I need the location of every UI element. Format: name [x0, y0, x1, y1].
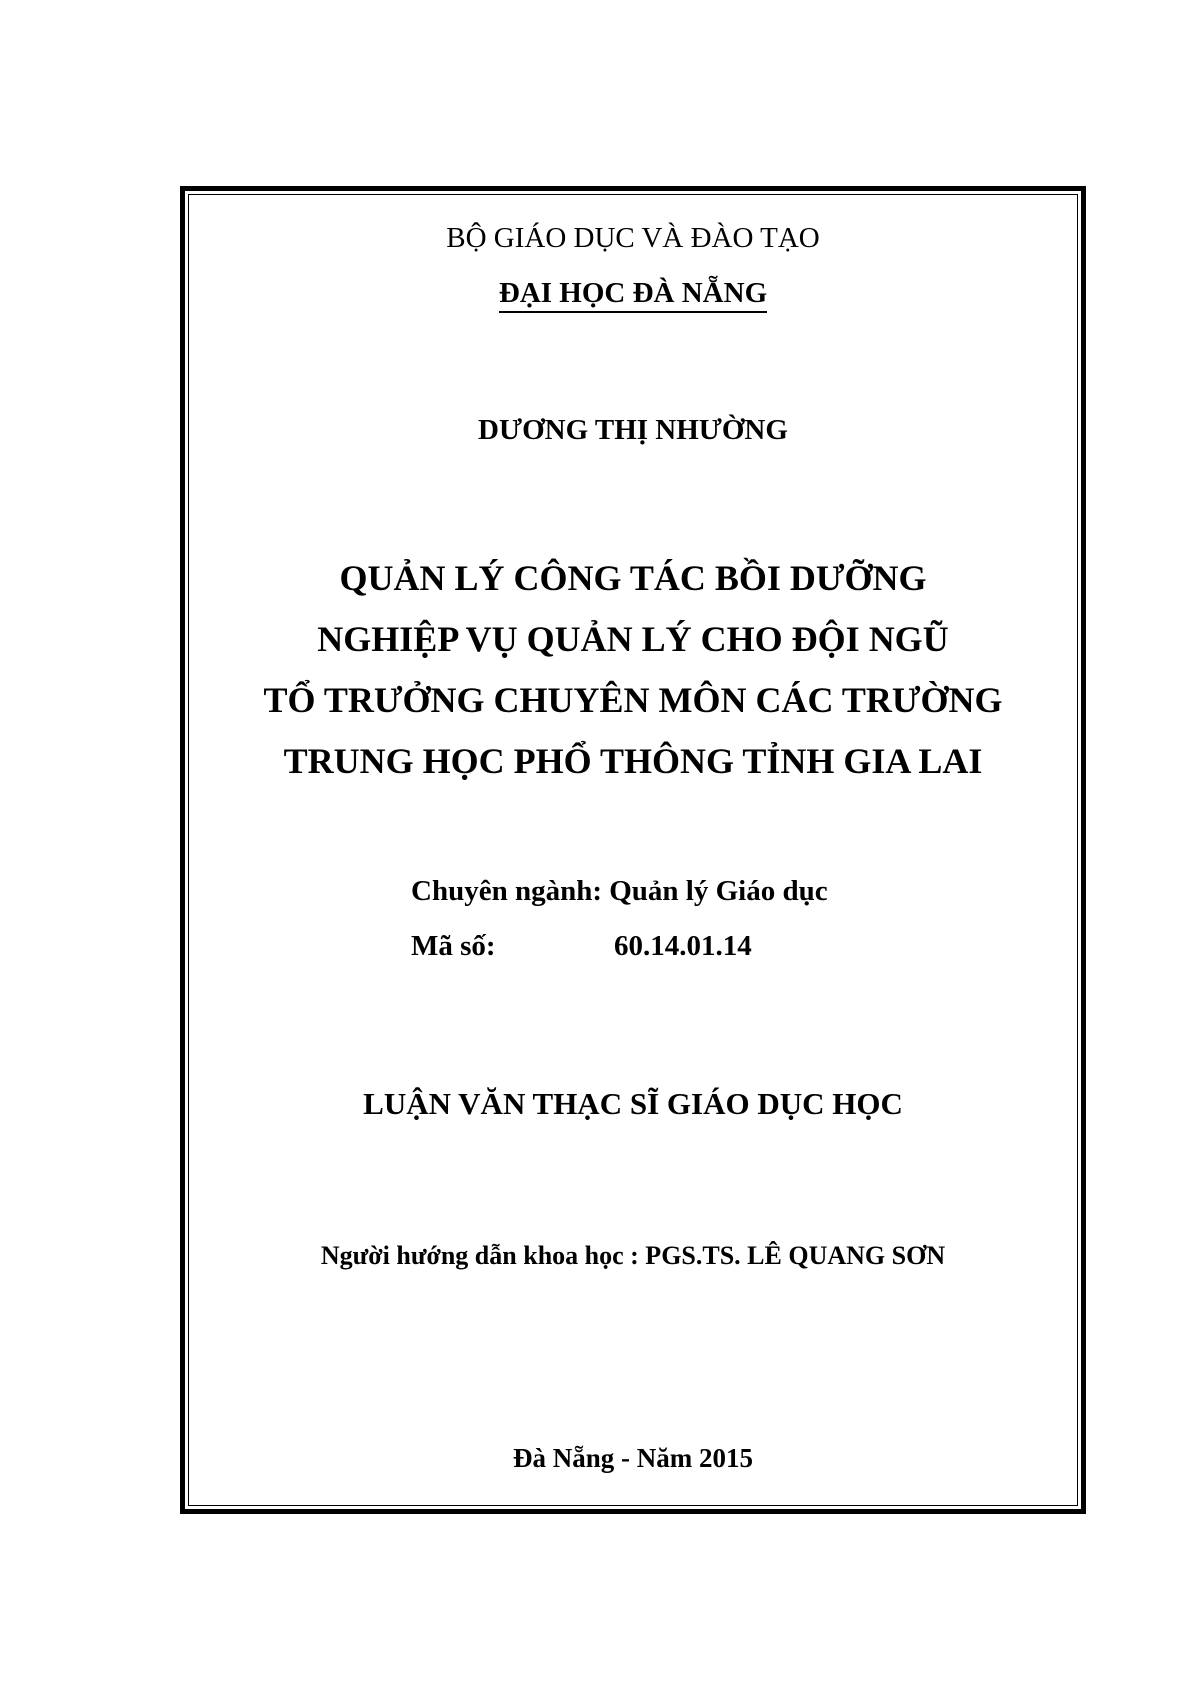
thesis-title-line: TRUNG HỌC PHỔ THÔNG TỈNH GIA LAI [283, 741, 983, 781]
university-heading [180, 276, 1086, 313]
program-code-value: 60.14.01.14 [614, 930, 752, 962]
university-name: ĐẠI HỌC ĐÀ NẴNG [499, 276, 767, 313]
program-code-label: Mã số: [411, 930, 496, 962]
cover-inner-border [188, 194, 1078, 1506]
thesis-title-line: NGHIỆP VỤ QUẢN LÝ CHO ĐỘI NGŨ [317, 619, 949, 659]
ministry-heading: BỘ GIÁO DỤC VÀ ĐÀO TẠO [446, 222, 820, 254]
thesis-title [180, 548, 1086, 792]
place-and-year: Đà Nẵng - Năm 2015 [513, 1443, 753, 1473]
author-name: DƯƠNG THỊ NHƯỜNG [478, 414, 788, 446]
degree-type: LUẬN VĂN THẠC SĨ GIÁO DỤC HỌC [363, 1086, 903, 1121]
thesis-title-line: TỔ TRƯỞNG CHUYÊN MÔN CÁC TRƯỜNG [263, 680, 1003, 720]
program-code [411, 930, 752, 963]
thesis-title-line: QUẢN LÝ CÔNG TÁC BỒI DƯỠNG [339, 558, 927, 598]
specialization: Chuyên ngành: Quản lý Giáo dục [411, 875, 828, 907]
advisor: Người hướng dẫn khoa học : PGS.TS. LÊ QUANG SƠN [320, 1241, 946, 1270]
